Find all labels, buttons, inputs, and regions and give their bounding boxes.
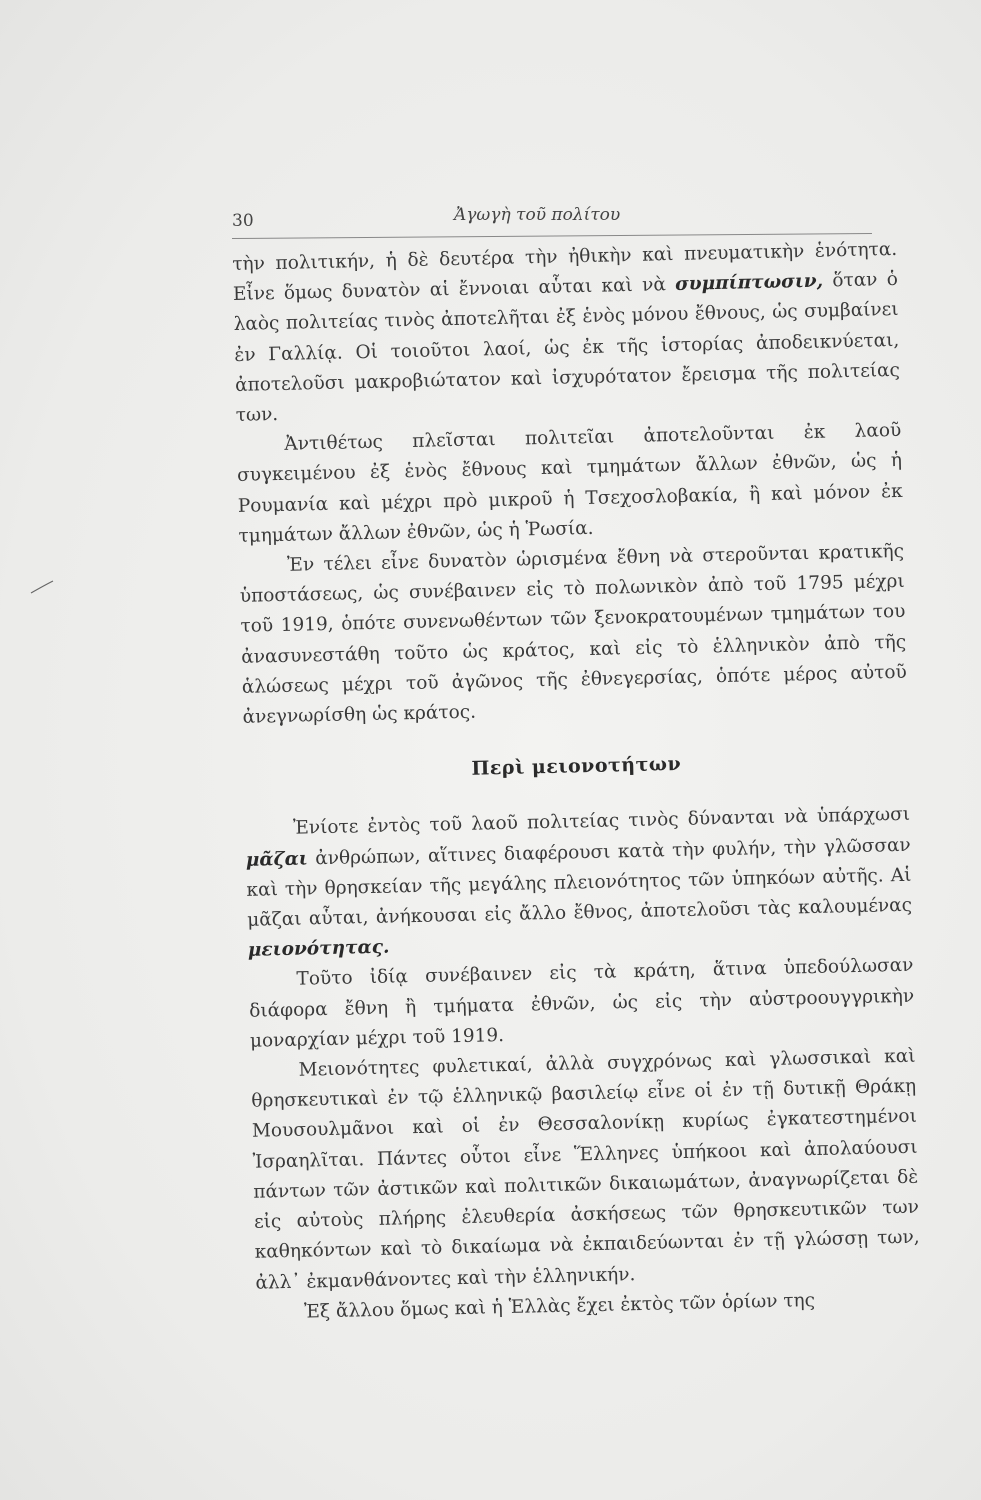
emphasis-term: μᾶζαι: [245, 848, 309, 871]
pencil-mark-icon: [30, 580, 54, 594]
paragraph-5: Τοῦτο ἰδίᾳ συνέβαινεν εἰς τὰ κράτη, ἅτινα ὑπεδούλωσαν διάφορα ἔθνη ἢ τμήματα ἐθνῶν, ὡς εἰς τὴν αὐστροουγγρικὴν μοναρχίαν μέχρι τοῦ 1919.: [249, 955, 915, 1052]
section-heading: Περὶ μειονοτήτων: [471, 753, 682, 780]
body-text: [232, 235, 921, 1329]
emphasis-term: μειονότητας.: [247, 936, 390, 962]
emphasis-term: συμπίπτωσιν,: [674, 270, 824, 296]
page-header: [232, 205, 872, 235]
paragraph-7: Ἐξ ἄλλου ὅμως καὶ ἡ Ἑλλὰς ἔχει ἐκτὸς τῶν ὁρίων της: [303, 1289, 816, 1323]
paragraph-3: Ἐν τέλει εἶνε δυνατὸν ὡρισμένα ἔθνη νὰ στεροῦνται κρατικῆς ὑποστάσεως, ὡς συνέβαινεν εἰς τὸ πολωνικὸν ἀπὸ τοῦ 1795 μέχρι τοῦ 1919, ὁπότε συνενωθέντων τῶν ξενοκρατουμένων τμημάτων του ἀνασυνεστάθη τοῦτο ὡς κράτος, καὶ εἰς τὸ ἑλληνικὸν ἀπὸ τῆς ἁλώσεως μέχρι τοῦ ἀγῶνος τῆς ἐθνεγερσίας, ὁπότε μέρος αὐτοῦ ἀνεγνωρίσθη ὡς κράτος.: [239, 540, 907, 728]
page-number: 30: [232, 211, 254, 231]
paragraph-2: Ἀντιθέτως πλεῖσται πολιτεῖαι ἀποτελοῦνται ἐκ λαοῦ συγκειμένου ἐξ ἑνὸς ἔθνους καὶ τμημάτων ἄλλων ἐθνῶν, ὡς ἡ Ρουμανία καὶ μέχρι πρὸ μικροῦ ἡ Τσεχοσλοβακία, ἢ καὶ μόνον ἐκ τμημάτων ἄλλων ἐθνῶν, ὡς ἡ Ῥωσία.: [236, 420, 903, 547]
running-title: Ἀγωγὴ τοῦ πολίτου: [454, 205, 621, 225]
paragraph-1: τὴν πολιτικήν, ἡ δὲ δευτέρα τὴν ἠθικὴν καὶ πνευματικὴν ἑνότητα. Εἶνε ὅμως δυνατὸν αἱ ἔννοιαι αὗται καὶ νὰ συμπίπτωσιν, ὅταν ὁ λαὸς πολιτείας τινὸς ἀποτελῆται ἐξ ἑνὸς μόνου ἔθνους, ὡς συμβαίνει ἐν Γαλλίᾳ. Οἱ τοιοῦτοι λαοί, ὡς ἐκ τῆς ἱστορίας ἀποδεικνύεται, ἀποτελοῦσι μακροβιώτατον καὶ ἰσχυρότατον ἔρεισμα τῆς πολιτείας των.: [232, 238, 901, 426]
paragraph-4: Ἐνίοτε ἐντὸς τοῦ λαοῦ πολιτείας τινὸς δύνανται νὰ ὑπάρχωσι μᾶζαι ἀνθρώπων, αἵτινες διαφέρουσι κατὰ τὴν φυλήν, τὴν γλῶσσαν καὶ τὴν θρησκείαν τῆς μεγάλης πλειονότητος τῶν ὑπηκόων αὐτῆς. Αἱ μᾶζαι αὗται, ἀνήκουσαι εἰς ἄλλο ἔθνος, ἀποτελοῦσι τὰς καλουμένας μειονότητας.: [245, 804, 913, 962]
paragraph-6: Μειονότητες φυλετικαί, ἀλλὰ συγχρόνως καὶ γλωσσικαὶ καὶ θρησκευτικαὶ ἐν τῷ ἑλληνικῷ βασιλείῳ εἶνε οἱ ἐν τῇ δυτικῇ Θράκῃ Μουσουλμᾶνοι καὶ οἱ ἐν Θεσσαλονίκῃ κυρίως ἐγκατεστημένοι Ἰσραηλῖται. Πάντες οὗτοι εἶνε Ἕλληνες ὑπήκοοι καὶ ἀπολαύουσι πάντων τῶν ἀστικῶν καὶ πολιτικῶν δικαιωμάτων, ἀναγνωρίζεται δὲ εἰς αὐτοὺς πλήρης ἐλευθερία ἀσκήσεως τῶν θρησκευτικῶν των καθηκόντων καὶ τὸ δικαίωμα νὰ ἐκπαιδεύωνται ἐν τῇ γλώσσῃ των, ἀλλ᾽ ἐκμανθάνοντες καὶ τὴν ἑλληνικήν.: [251, 1045, 920, 1294]
